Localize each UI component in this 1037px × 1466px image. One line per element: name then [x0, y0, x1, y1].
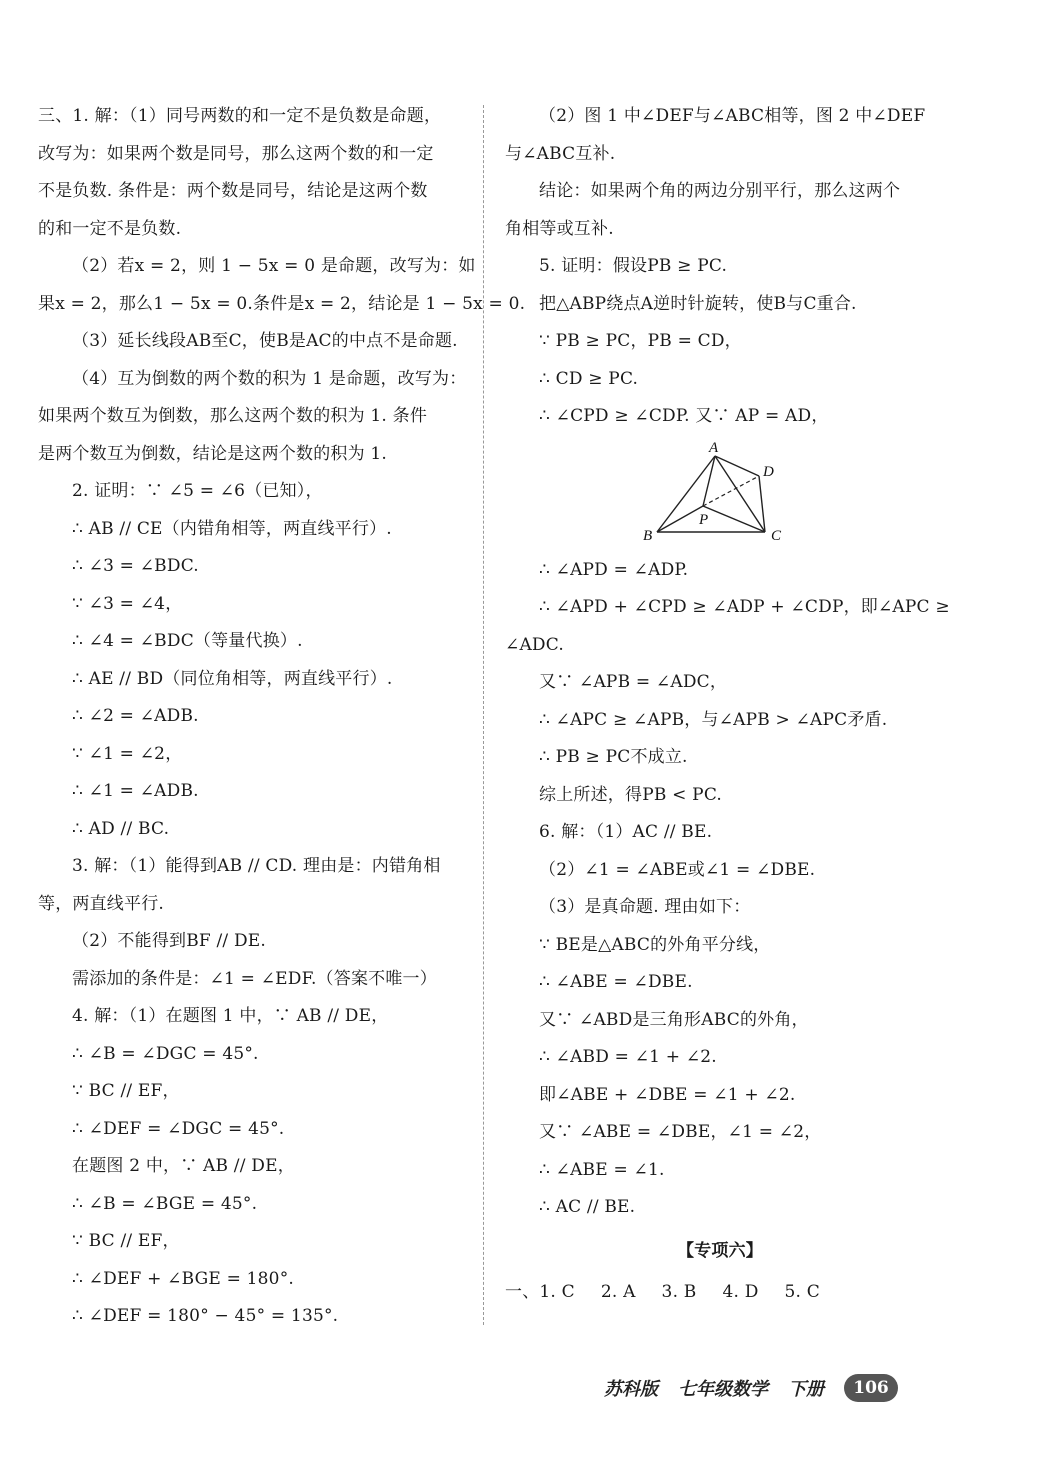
- right-text-line: 又∵ ∠ABD是三角形ABC的外角，: [539, 1009, 809, 1030]
- answer-1: 1. C: [539, 1282, 575, 1302]
- left-text-line: 改写为：如果两个数是同号，那么这两个数的和一定: [38, 143, 434, 164]
- label-a: A: [709, 439, 719, 456]
- left-text-line: 不是负数. 条件是：两个数是同号，结论是这两个数: [38, 181, 428, 201]
- footer-publisher: 苏科版: [604, 1379, 658, 1400]
- right-text-line: ∵ PB ≥ PC，PB = CD，: [539, 331, 742, 351]
- right-text-line: 与∠ABC互补.: [505, 143, 616, 164]
- right-text-line: 5. 证明：假设PB ≥ PC.: [539, 256, 728, 276]
- right-text-line: （2）∠1 = ∠ABE或∠1 = ∠DBE.: [539, 859, 816, 880]
- right-text-line: 即∠ABE + ∠DBE = ∠1 + ∠2.: [539, 1084, 796, 1105]
- right-text-line: ∴ AC // BE.: [539, 1197, 636, 1217]
- right-column: [505, 98, 950, 1312]
- right-text-line: ∴ ∠ABE = ∠DBE.: [539, 972, 693, 992]
- label-b: B: [643, 527, 653, 544]
- label-c: C: [771, 527, 782, 544]
- left-text-line: （2）若x = 2，则 1 − 5x = 0 是命题，改写为：如: [72, 256, 476, 276]
- page-number-badge: 106: [844, 1374, 898, 1402]
- right-text-line: ∴ CD ≥ PC.: [539, 368, 639, 389]
- right-text-line: 6. 解：（1）AC // BE.: [539, 822, 713, 842]
- right-text-line: 综上所述，得PB < PC.: [539, 784, 723, 805]
- right-text-line: ∴ ∠ABE = ∠1.: [539, 1159, 665, 1180]
- left-text-line: ∴ AB // CE（内错角相等，两直线平行）.: [72, 518, 392, 539]
- left-text-line: ∴ ∠DEF = 180° − 45° = 135°.: [72, 1306, 339, 1326]
- right-text-line: 又∵ ∠ABE = ∠DBE，∠1 = ∠2，: [539, 1122, 822, 1142]
- left-text-line: 4. 解：（1）在题图 1 中，∵ AB // DE，: [72, 1006, 389, 1026]
- left-text-line: 2. 证明：∵ ∠5 = ∠6（已知），: [72, 481, 323, 501]
- left-text-line: ∴ AE // BD（同位角相等，两直线平行）.: [72, 668, 393, 689]
- geometry-figure: [505, 436, 935, 552]
- right-text-line: 角相等或互补.: [505, 218, 614, 239]
- left-text-line: ∵ BC // EF，: [72, 1231, 180, 1251]
- left-text-line: ∴ ∠3 = ∠BDC.: [72, 556, 199, 576]
- right-text-line: 又∵ ∠APB = ∠ADC，: [539, 672, 728, 692]
- left-column: [38, 98, 526, 1336]
- left-text-line: 三、1. 解：（1）同号两数的和一定不是负数是命题，: [38, 106, 442, 126]
- right-text-line: ∠ADC.: [505, 634, 564, 655]
- right-text-line: ∴ ∠APC ≥ ∠APB，与∠APB > ∠APC矛盾.: [539, 709, 888, 730]
- right-text-line: ∴ ∠ABD = ∠1 + ∠2.: [539, 1047, 717, 1067]
- right-text-line: 结论：如果两个角的两边分别平行，那么这两个: [539, 181, 901, 201]
- footer-grade: 七年级数学: [678, 1379, 768, 1400]
- left-text-line: 的和一定不是负数.: [38, 218, 182, 239]
- left-text-line: ∴ ∠B = ∠BGE = 45°.: [72, 1193, 258, 1214]
- left-text-line: 是两个数互为倒数，结论是这两个数的积为 1.: [38, 443, 388, 464]
- left-text-line: ∵ ∠3 = ∠4，: [72, 593, 183, 614]
- answer-2: 2. A: [600, 1282, 636, 1302]
- left-text-line: ∴ ∠1 = ∠ADB.: [72, 781, 199, 801]
- left-text-line: （3）延长线段AB至C，使B是AC的中点不是命题.: [72, 331, 458, 351]
- right-column-bottom: [505, 552, 950, 1227]
- answer-3: 3. B: [661, 1282, 697, 1302]
- right-text-line: ∴ ∠APD = ∠ADP.: [539, 559, 689, 580]
- label-d: D: [763, 463, 774, 480]
- label-p: P: [699, 511, 709, 528]
- section-title: 【专项六】: [677, 1240, 763, 1261]
- right-text-line: ∴ ∠CPD ≥ ∠CDP. 又∵ AP = AD，: [539, 406, 829, 426]
- left-text-line: （4）互为倒数的两个数的积为 1 是命题，改写为：: [72, 368, 467, 389]
- answer-row: [505, 1274, 935, 1312]
- left-text-line: ∵ BC // EF，: [72, 1081, 180, 1101]
- answer-5: 5. C: [784, 1282, 820, 1302]
- left-text-line: 如果两个数互为倒数，那么这两个数的积为 1. 条件: [38, 406, 428, 426]
- left-text-line: 需添加的条件是：∠1 = ∠EDF.（答案不唯一）: [72, 968, 437, 989]
- segment-bp: [657, 506, 703, 532]
- left-text-line: 果x = 2，那么1 − 5x = 0.条件是x = 2，结论是 1 − 5x = 0.: [38, 293, 526, 314]
- left-text-line: ∴ AD // BC.: [72, 818, 170, 839]
- right-text-line: （3）是真命题. 理由如下：: [539, 897, 751, 917]
- answers-prefix: 一、: [505, 1282, 540, 1302]
- footer-volume: 下册: [788, 1379, 824, 1400]
- left-text-line: ∴ ∠2 = ∠ADB.: [72, 706, 199, 726]
- left-text-line: ∵ ∠1 = ∠2，: [72, 743, 183, 764]
- answer-4: 4. D: [722, 1282, 759, 1302]
- left-text-line: ∴ ∠DEF = ∠DGC = 45°.: [72, 1118, 285, 1139]
- right-text-line: （2）图 1 中∠DEF与∠ABC相等，图 2 中∠DEF: [539, 106, 926, 126]
- left-text-line: 3. 解：（1）能得到AB // CD. 理由是：内错角相: [72, 856, 441, 876]
- right-text-line: ∵ BE是△ABC的外角平分线，: [539, 934, 771, 955]
- right-column-top: [505, 98, 935, 436]
- page-footer: [604, 1371, 898, 1405]
- triangle-diagram: [635, 436, 795, 552]
- left-text-line: ∴ ∠B = ∠DGC = 45°.: [72, 1043, 259, 1064]
- right-text-line: ∴ PB ≥ PC不成立.: [539, 747, 688, 767]
- left-text-line: ∴ ∠DEF + ∠BGE = 180°.: [72, 1268, 294, 1289]
- right-text-line: 把△ABP绕点A逆时针旋转，使B与C重合.: [539, 293, 857, 314]
- left-text-line: （2）不能得到BF // DE.: [72, 931, 267, 951]
- left-text-line: 在题图 2 中，∵ AB // DE，: [72, 1156, 295, 1176]
- left-text-line: ∴ ∠4 = ∠BDC（等量代换）.: [72, 631, 303, 651]
- left-text-line: 等，两直线平行.: [38, 893, 165, 914]
- column-divider: [483, 105, 484, 1325]
- right-text-line: ∴ ∠APD + ∠CPD ≥ ∠ADP + ∠CDP，即∠APC ≥: [539, 597, 950, 617]
